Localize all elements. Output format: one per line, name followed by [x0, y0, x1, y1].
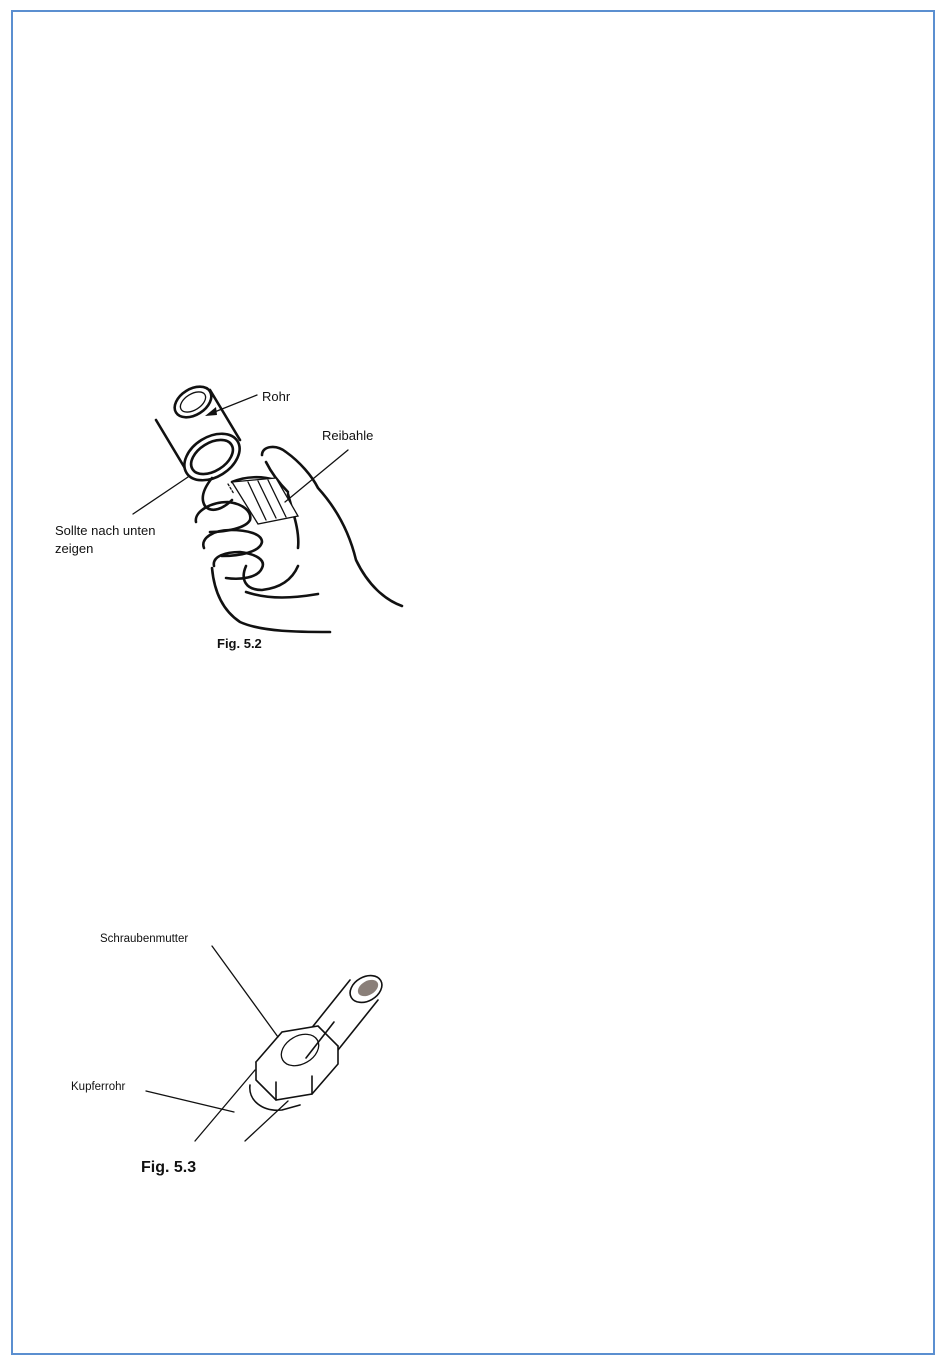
flare-nut-illustration	[0, 900, 950, 1200]
figure-5-3	[0, 900, 950, 1200]
label-reamer: Reibahle	[322, 428, 374, 443]
nut-drawing	[250, 1022, 338, 1110]
label-nut: Schraubenmutter	[100, 933, 189, 945]
figure-caption-5-2: Fig. 5.2	[217, 636, 262, 651]
label-point-down-line1: Sollte nach unten	[55, 523, 156, 538]
reamer-drawing	[228, 478, 298, 524]
figure-caption-5-3: Fig. 5.3	[141, 1159, 197, 1176]
pipe-drawing	[156, 380, 248, 489]
label-copper-pipe: Kupferrohr	[71, 1081, 126, 1093]
hand-drawing	[196, 447, 402, 632]
label-pipe: Rohr	[262, 389, 291, 404]
label-point-down-line2: zeigen	[55, 541, 94, 556]
